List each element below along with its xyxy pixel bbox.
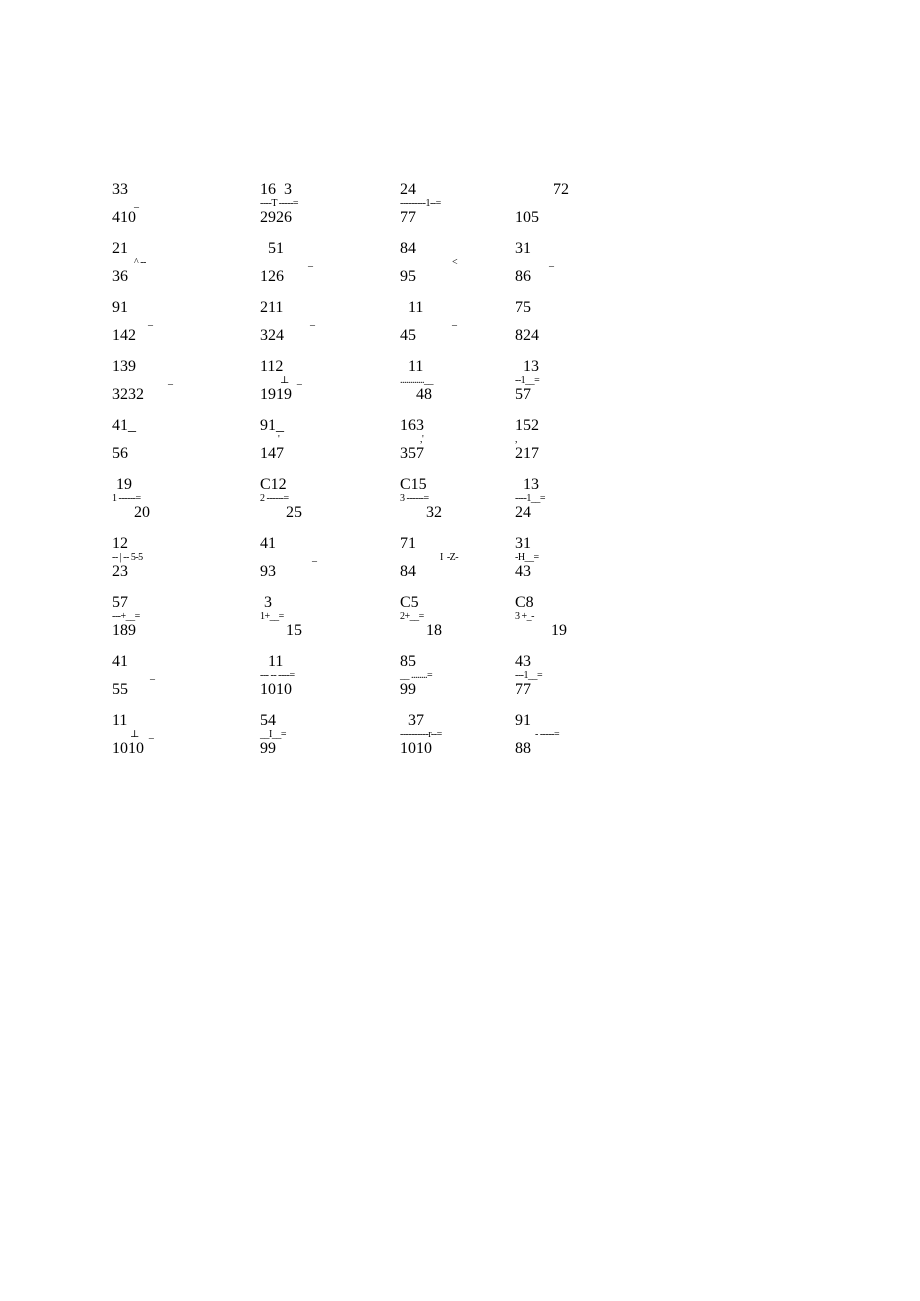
fraction-bar-marks: ^ -- [134, 257, 146, 268]
exercise-row [112, 535, 592, 594]
fraction-bar-marks: < [452, 257, 458, 268]
fraction-problem [112, 653, 252, 712]
numerator: 41_ [112, 417, 136, 434]
denominator: 105 [515, 209, 539, 226]
denominator: 24 [515, 504, 531, 521]
denominator: 55 [112, 681, 128, 698]
denominator: 77 [515, 681, 531, 698]
denominator: 217 [515, 445, 539, 462]
denominator: 2926 [260, 209, 292, 226]
denominator: 15 [286, 622, 302, 639]
numerator: 75 [515, 299, 531, 316]
fraction-problem [515, 476, 655, 535]
denominator: 142 [112, 327, 136, 344]
fraction-problem [515, 712, 655, 771]
denominator: 25 [286, 504, 302, 521]
fraction-problem [260, 240, 400, 299]
denominator: 1010 [260, 681, 292, 698]
denominator: 99 [260, 740, 276, 757]
numerator: 12 [112, 535, 128, 552]
fraction-bar-marks: ----1__= [515, 493, 545, 504]
fraction-bar-marks: ............__ [400, 375, 433, 386]
numerator: 112 [260, 358, 284, 375]
fraction-bar-marks: ⊥ _ [130, 729, 154, 740]
fraction-problem [515, 417, 655, 476]
numerator: 31 [515, 240, 531, 257]
numerator: 13 [523, 358, 539, 375]
fraction-bar-marks: ⊥ _ [280, 375, 302, 386]
exercise-row [112, 653, 592, 712]
denominator: 32 [426, 504, 442, 521]
fraction-bar-marks: ' [278, 434, 280, 445]
fraction-bar-marks: _ [310, 316, 315, 327]
fraction-problem [260, 181, 400, 240]
exercise-row [112, 476, 592, 535]
fraction-problem [112, 181, 252, 240]
numerator: 91_ [260, 417, 284, 434]
fraction-bar-marks: _ [150, 670, 155, 681]
fraction-problem [112, 712, 252, 771]
denominator: 1010 [400, 740, 432, 757]
fraction-bar-marks: 1 ------= [112, 493, 141, 504]
fraction-problem [260, 712, 400, 771]
numerator: 19 [116, 476, 132, 493]
numerator: 11 [408, 299, 424, 316]
denominator: 357 [400, 445, 424, 462]
numerator: 41 [112, 653, 128, 670]
fraction-bar-marks: ---+__= [112, 611, 140, 622]
fraction-problem [515, 535, 655, 594]
exercise-row [112, 594, 592, 653]
numerator: 54 [260, 712, 276, 729]
numerator: C8 [515, 594, 534, 611]
fraction-bar-marks: ,' [416, 434, 424, 445]
denominator: 57 [515, 386, 531, 403]
fraction-bar-marks: ---1__= [515, 670, 543, 681]
exercise-row [112, 240, 592, 299]
denominator: 3232 [112, 386, 144, 403]
fraction-bar-marks: I -Z- [440, 552, 459, 563]
fraction-bar-marks: _ [312, 552, 317, 563]
fraction-bar-marks: --1__= [515, 375, 540, 386]
denominator: 99 [400, 681, 416, 698]
numerator: 163 [400, 417, 424, 434]
fraction-bar-marks: __ ........= [400, 670, 433, 681]
fraction-bar-marks: _ [168, 375, 173, 386]
fraction-bar-marks: _ [549, 257, 554, 268]
denominator: 48 [416, 386, 432, 403]
fraction-bar-marks: -H__= [515, 552, 539, 563]
denominator: 36 [112, 268, 128, 285]
fraction-bar-marks: ----T -----= [260, 198, 299, 209]
fraction-problem [112, 240, 252, 299]
denominator: 84 [400, 563, 416, 580]
denominator: 45 [400, 327, 416, 344]
fraction-problem [260, 653, 400, 712]
numerator: 91 [112, 299, 128, 316]
fraction-problem [515, 594, 655, 653]
fraction-problem [515, 653, 655, 712]
fraction-problem [515, 181, 655, 240]
denominator: 56 [112, 445, 128, 462]
denominator: 86 [515, 268, 531, 285]
fraction-problem [260, 476, 400, 535]
numerator: 11 [408, 358, 424, 375]
numerator: 13 [523, 476, 539, 493]
denominator: 410 [112, 209, 136, 226]
fraction-problem [515, 240, 655, 299]
fraction-bar-marks: --- -- ----= [260, 670, 295, 681]
fraction-problem [515, 299, 655, 358]
numerator: 84 [400, 240, 416, 257]
fraction-bar-marks: __I__= [260, 729, 286, 740]
fraction-bar-marks: _ [148, 316, 153, 327]
numerator: C5 [400, 594, 419, 611]
numerator: 16 3 [260, 181, 292, 198]
fraction-problem [112, 299, 252, 358]
numerator: 85 [400, 653, 416, 670]
fraction-problem [260, 594, 400, 653]
fraction-bar-marks: -- | -- 5-5 [112, 552, 143, 563]
fraction-problem [515, 358, 655, 417]
numerator: 72 [553, 181, 569, 198]
fraction-problem [112, 476, 252, 535]
numerator: 57 [112, 594, 128, 611]
fraction-problem [112, 417, 252, 476]
numerator: 31 [515, 535, 531, 552]
fraction-bar-marks: , [515, 434, 517, 445]
exercise-row [112, 712, 592, 771]
exercise-row [112, 358, 592, 417]
fraction-problem [260, 417, 400, 476]
fraction-bar-marks: _ [308, 257, 313, 268]
fraction-problem [112, 535, 252, 594]
numerator: 51 [268, 240, 284, 257]
numerator: 33 [112, 181, 128, 198]
numerator: 11 [268, 653, 284, 670]
numerator: 211 [260, 299, 284, 316]
fraction-bar-marks: 3 ------= [400, 493, 429, 504]
numerator: 71 [400, 535, 416, 552]
denominator: 77 [400, 209, 416, 226]
numerator: C12 [260, 476, 287, 493]
denominator: 20 [134, 504, 150, 521]
numerator: 21 [112, 240, 128, 257]
denominator: 43 [515, 563, 531, 580]
denominator: 95 [400, 268, 416, 285]
exercise-grid [112, 181, 592, 771]
denominator: 147 [260, 445, 284, 462]
fraction-bar-marks: - -----= [535, 729, 560, 740]
denominator: 18 [426, 622, 442, 639]
exercise-row [112, 299, 592, 358]
denominator: 23 [112, 563, 128, 580]
denominator: 189 [112, 622, 136, 639]
fraction-bar-marks: 3 +_- [515, 611, 534, 622]
denominator: 1919 [260, 386, 292, 403]
fraction-problem [112, 358, 252, 417]
fraction-bar-marks: ---------1--= [400, 198, 441, 209]
numerator: 43 [515, 653, 531, 670]
numerator: 37 [408, 712, 424, 729]
exercise-row [112, 417, 592, 476]
numerator: 152 [515, 417, 539, 434]
denominator: 19 [551, 622, 567, 639]
numerator: 24 [400, 181, 416, 198]
numerator: C15 [400, 476, 427, 493]
fraction-problem [260, 535, 400, 594]
numerator: 139 [112, 358, 136, 375]
fraction-bar-marks: ----------r--= [400, 729, 442, 740]
denominator: 88 [515, 740, 531, 757]
denominator: 126 [260, 268, 284, 285]
fraction-bar-marks: 2 ------= [260, 493, 289, 504]
denominator: 824 [515, 327, 539, 344]
numerator: 11 [112, 712, 128, 729]
fraction-problem [260, 299, 400, 358]
fraction-bar-marks: 1+__= [260, 611, 284, 622]
denominator: 1010 [112, 740, 144, 757]
numerator: 41 [260, 535, 276, 552]
denominator: 324 [260, 327, 284, 344]
numerator: 3 [264, 594, 272, 611]
numerator: 91 [515, 712, 531, 729]
fraction-bar-marks: _ [130, 198, 139, 209]
fraction-bar-marks: _ [452, 316, 457, 327]
exercise-row [112, 181, 592, 240]
fraction-problem [112, 594, 252, 653]
denominator: 93 [260, 563, 276, 580]
fraction-bar-marks: 2+__= [400, 611, 424, 622]
fraction-problem [260, 358, 400, 417]
